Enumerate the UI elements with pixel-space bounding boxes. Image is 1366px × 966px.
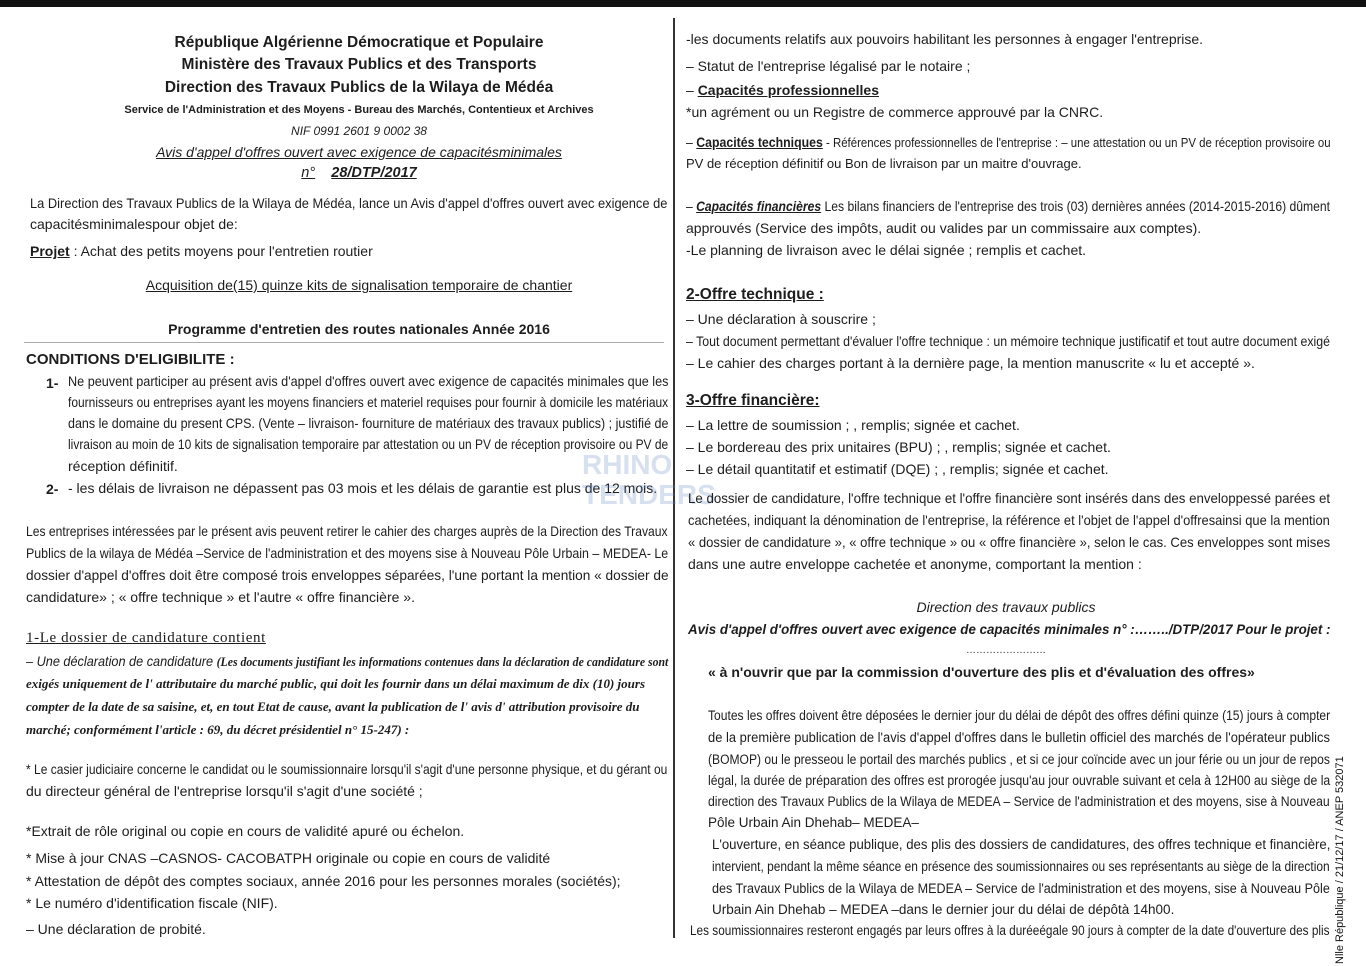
watermark-line-2: TENDERS	[582, 479, 716, 510]
declaration-line-3: compter de la date de sa saisine, et, en tout Etat de cause, avant la publication de l' avis d' attribution provisoire du	[26, 699, 640, 714]
depot-line-3: (BOMOP) ou le presseou le portail des marchés publics , et si ce jour coïncide avec un jour férie ou un jour de repos	[708, 752, 1330, 767]
condition-2-number: 2-	[46, 481, 59, 497]
offre-tech-item-2: – Tout document permettant d'évaluer l'offre technique : un mémoire technique justificatif et tout autre document exigé	[686, 333, 1331, 349]
depot-line-2: de la première publication de l'avis d'appel d'offres dans le bulletin officiel des marchés de l'opérateur publics	[708, 730, 1330, 745]
cap-tech-line-2: PV de réception définitif ou Bon de livraison par un maitre d'ouvrage.	[686, 156, 1082, 171]
enveloppes-line-4: dans une autre enveloppe cachetée et anonyme, comportant la mention :	[688, 556, 1142, 572]
declaration-text-1: (Les documents justifiant les informations contenues dans la déclaration de candidature sont	[216, 654, 669, 669]
programme-line: Programme d'entretien des routes nationales Année 2016	[168, 321, 550, 337]
retrait-line-4: candidature» ; « offre technique » et l'autre « offre financière ».	[26, 589, 415, 605]
ouverture-line-3: des Travaux Publics de la Wilaya de MEDEA – Service de l'administration et des moyens, sise à Nouveau Pôle	[712, 881, 1330, 896]
cap-tech-title: Capacités techniques	[696, 134, 823, 150]
offre-fin-item-1: – La lettre de soumission ; , remplis; signée et cachet.	[686, 417, 1020, 433]
acquisition-line: Acquisition de(15) quinze kits de signalisation temporaire de chantier	[145, 277, 573, 293]
depot-line-5: direction des Travaux Publics de la Wilaya de MEDEA – Service de l'administration et des moyens, sise à Nouveau	[708, 794, 1330, 809]
header-line-2: Ministère des Travaux Publics et des Transports	[181, 56, 537, 73]
declaration-line-4: marché; conformément l'article : 69, du décret présidentiel n° 15-247) :	[26, 722, 410, 737]
mention-direction-text: Direction des travaux publics	[916, 599, 1096, 615]
projet-line	[30, 240, 373, 262]
enveloppes-line-2: cachetées, indiquant la dénomination de l'entreprise, la référence et l'objet de l'appel d'offresainsi que la mention	[688, 512, 1330, 528]
offre-tech-item-3: – Le cahier des charges portant à la dernière page, la mention manuscrite « lu et accepté ».	[686, 355, 1255, 371]
ouverture-line-2: intervient, pendant la même séance en présence des soumissionnaires ou ses représentants au siège de la direction	[712, 859, 1330, 874]
cap-fin-prefix: –	[686, 198, 693, 214]
declaration-line-2: exigés uniquement de l' attributaire du marché public, qui doit les fournir dans un délai maximum de dix (10) jours	[26, 676, 646, 691]
retrait-line-1: Les entreprises intéressées par le présent avis peuvent retirer le cahier des charges auprès de la Direction des Travaux	[26, 523, 668, 539]
enveloppes-line-3: « dossier de candidature », « offre technique » ou « offre financière », selon le cas. Ces enveloppes sont mises	[688, 534, 1331, 550]
cap-fin-line-1	[686, 195, 1330, 217]
projet-text: : Achat des petits moyens pour l'entretien routier	[69, 243, 373, 259]
retrait-line-2: Publics de la wilaya de Médéa –Service de l'administration et des moyens sise à Nouveau Pôle Urbain – MEDEA- Le	[26, 545, 669, 561]
avis-title: Avis d'appel d'offres ouvert avec exigence de capacitésminimales	[156, 144, 562, 160]
mention-ouvrir: « à n'ouvrir que par la commission d'ouverture des plis et d'évaluation des offres»	[708, 664, 1255, 680]
cnas-item: * Mise à jour CNAS –CASNOS- CACOBATPH originale ou copie en cours de validité	[26, 850, 551, 866]
cap-fin-line-2: approuvés (Service des impôts, audit ou valides par un commissaire aux comptes).	[686, 220, 1202, 236]
cap-fin-line-3: -Le planning de livraison avec le délai signée ; remplis et cachet.	[686, 242, 1087, 258]
projet-label: Projet	[30, 243, 70, 259]
condition-1-number: 1-	[46, 375, 59, 391]
attestation-item: * Attestation de dépôt des comptes sociaux, année 2016 pour les personnes morales (sociétés);	[26, 873, 621, 889]
offre-technique-title: 2-Offre technique :	[686, 286, 824, 303]
cap-fin-text-1: Les bilans financiers de l'entreprise des trois (03) dernières années (2014-2015-2016) dûment	[821, 198, 1331, 214]
condition-1-line-4: livraison au moin de 10 kits de signalisation temporaire par attestation ou un PV de réception provisoire ou PV de	[68, 436, 669, 452]
ouverture-line-1: L'ouverture, en séance publique, des plis des dossiers de candidatures, des offres technique et financière,	[712, 837, 1331, 852]
offre-financiere-title: 3-Offre financière:	[686, 392, 820, 409]
depot-line-4: légal, la durée de préparation des offres est prorogée jusqu'au jour ouvrable suivant et cela à 12H00 au siège de la	[708, 773, 1331, 788]
cap-pro-text: *un agrément ou un Registre de commerce approuvé par la CNRC.	[686, 104, 1104, 120]
condition-1-line-5: réception définitif.	[68, 458, 178, 474]
cap-pro-prefix: –	[686, 82, 694, 98]
casier-line-1: * Le casier judiciaire concerne le candidat ou le soumissionnaire lorsqu'il s'agit d'une personne physique, et du gérant ou	[26, 761, 668, 777]
cap-tech-text-1: - Références professionnelles de l'entreprise : – une attestation ou un PV de réception provisoire ou	[822, 135, 1331, 150]
mention-direction	[686, 596, 1326, 618]
cap-fin-title: Capacités financières	[696, 198, 822, 214]
offre-fin-item-2: – Le bordereau des prix unitaires (BPU) ; , remplis; signée et cachet.	[686, 439, 1111, 455]
nif-item: * Le numéro d'identification fiscale (NIF).	[26, 895, 278, 911]
cap-tech-prefix: –	[686, 134, 693, 150]
declaration-lead: – Une déclaration de candidature	[26, 653, 217, 669]
intro-line-2: capacitésminimalespour objet de:	[30, 216, 238, 232]
watermark-line-1: RHINO	[582, 449, 673, 480]
statut-item: – Statut de l'entreprise légalisé par le notaire ;	[686, 58, 971, 74]
condition-1-line-1: Ne peuvent participer au présent avis d'appel d'offres ouvert avec exigence de capacités minimales que les	[68, 373, 669, 389]
condition-1-line-2: fournisseurs ou entreprises ayant les moyens financiers et materiel requises pour fournir à domicile les matériaux	[68, 394, 669, 410]
dossier-title: 1-Le dossier de candidature contient	[26, 630, 266, 646]
intro-line-1: La Direction des Travaux Publics de la Wilaya de Médéa, lance un Avis d'appel d'offres ouvert avec exigence de	[30, 195, 668, 211]
depot-line-6: Pôle Urbain Ain Dhehab– MEDEA–	[708, 815, 919, 830]
header-line-3: Direction des Travaux Publics de la Wilaya de Médéa	[164, 79, 554, 96]
engagement-line: Les soumissionnaires resteront engagés par leurs offres à la duréeégale 90 jours à compter de la date d'ouverture des plis	[690, 923, 1330, 938]
depot-line-1: Toutes les offres doivent être déposées le dernier jour du délai de dépôt des offres défini quinze (15) jours à compter	[708, 708, 1331, 723]
cap-pro-heading	[686, 79, 879, 101]
casier-line-2: du directeur général de l'entreprise lorsqu'il s'agit d'une société ;	[26, 783, 423, 799]
numero-value: 28/DTP/2017	[331, 165, 417, 181]
top-border	[0, 0, 1366, 7]
conditions-title: CONDITIONS D'ELIGIBILITE :	[26, 351, 235, 368]
cap-tech-line-1	[686, 131, 1331, 154]
mention-dots: ……………………	[966, 645, 1046, 656]
section-rule	[24, 342, 664, 343]
numero-prefix: n°	[301, 165, 316, 181]
cap-pro-title: Capacités professionnelles	[697, 82, 879, 98]
extrait-item: *Extrait de rôle original ou copie en cours de validité apuré ou échelon.	[26, 823, 465, 839]
docs-pouvoirs: -les documents relatifs aux pouvoirs habilitant les personnes à engager l'entreprise.	[686, 31, 1204, 47]
retrait-line-3: dossier d'appel d'offres doit être composé trois enveloppes séparées, l'une portant la mention « dossier de	[26, 567, 669, 583]
mention-avis: Avis d'appel d'offres ouvert avec exigence de capacités minimales n° :……../DTP/2017 Pour le projet :	[688, 621, 1331, 637]
nif-number: NIF 0991 2601 9 0002 38	[291, 124, 427, 138]
ouverture-line-4: Urbain Ain Dhehab – MEDEA –dans le dernier jour du délai de dépôtà 14h00.	[712, 902, 1175, 917]
header-line-4: Service de l'Administration et des Moyens - Bureau des Marchés, Contentieux et Archives	[124, 104, 594, 116]
offre-fin-item-3: – Le détail quantitatif et estimatif (DQE) ; , remplis; signée et cachet.	[686, 461, 1109, 477]
side-publication-note: Nlle République / 21/12/17 / ANEP 532071	[1334, 756, 1346, 964]
probite-item: – Une déclaration de probité.	[26, 921, 206, 937]
header-line-1: République Algérienne Démocratique et Populaire	[174, 34, 544, 51]
declaration-line-1	[26, 650, 668, 673]
enveloppes-line-1: Le dossier de candidature, l'offre technique et l'offre financière sont insérés dans des enveloppessé parées et	[688, 490, 1331, 506]
offre-tech-item-1: – Une déclaration à souscrire ;	[686, 311, 876, 327]
condition-1-line-3: dans le domaine du present CPS. (Vente – livraison- fourniture de matériaux des travaux publics) ; justifié de	[68, 415, 669, 431]
condition-2-text: - les délais de livraison ne dépassent pas 03 mois et les délais de garantie est plus de 12 mois.	[68, 480, 658, 496]
avis-number	[24, 162, 694, 184]
